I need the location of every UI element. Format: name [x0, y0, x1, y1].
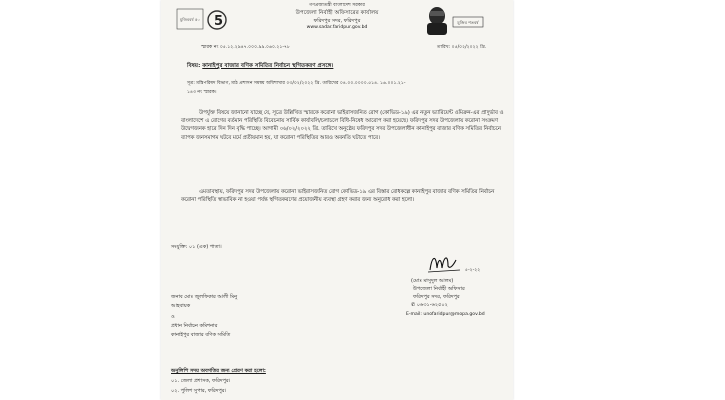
body-paragraph-1: উপর্যুক্ত বিষয়ে জানানো যাচ্ছে যে, সূত্রে উল্লিখিত স্মারকে করোনা ভাইরাসজনিত রোগ (কোভিড-১৯) এর নতুন ভ্যারিয়েন্ট ওমিক্রন-এর প্রাদুর্ভাব ও বাংলাদেশে এ রোগের বর্তমান পরিস্থিতি বিবেচনায় সার্বিক কার্যাবলি/চলাচলে বিধি-নিষেধ আরোপ করা হয়েছে। ফরিদপুর সদর উপজেলায় করোনা সংক্রমণ উদ্বেগজনক হারে দিন দিন বৃদ্ধি পাচ্ছে। আগামী ০৬/০২/২০২২ খ্রি. তারিখে অনুষ্ঠেয় ফরিদপুর সদর উপজেলাধীন কানাইপুর বাজার বণিক সমিতির নির্বাচনে ব্যাপক জনসমাগম ঘটবে মর্মে প্রতীয়মান হয়, যা করোনা পরিস্থিতির আরও অবনতি ঘটাতে পারে।: [181, 110, 504, 141]
recipient-line-2: আহবায়ক: [171, 303, 191, 309]
memo-ref: স্মারক নং ০৫.১২.২৯৪৭.০০০.৯৯.০৬০.২১-৭৮: [201, 45, 290, 50]
recipient-line-3: ও: [171, 314, 175, 320]
subject-label: বিষয়:: [187, 63, 201, 69]
signatory-name: (মোঃ মাসুদুল আলম): [411, 278, 454, 284]
copy-item-2: ০২. পুলিশ সুপার, ফরিদপুর।: [171, 388, 227, 394]
handwritten-signature: [426, 250, 466, 276]
recipient-line-4: প্রধান নির্বাচন কমিশনার: [171, 323, 218, 329]
reference-text-2: ১৪৩ নং স্মারক।: [187, 90, 217, 95]
document-page: [161, 0, 513, 400]
portrait-text: মুজিব শতবর্ষ: [457, 20, 479, 25]
header-place: ফরিদপুর সদর, ফরিদপুর: [313, 18, 361, 24]
subject-text: কানাইপুর বাজার বণিক সমিতির নির্বাচন স্থগিতকরণ প্রসঙ্গে।: [202, 63, 334, 69]
header-gov: গণপ্রজাতন্ত্রী বাংলাদেশ সরকার: [309, 3, 365, 8]
recipient-line-1: জনাব মোঃ জুলফিকার আলী মিনু: [171, 294, 238, 300]
header-office: উপজেলা নির্বাহী অফিসারের কার্যালয়: [295, 10, 379, 16]
logo-text: মুজিববর্ষ ৫০: [179, 17, 201, 22]
subject-line: [187, 63, 333, 70]
copies-title: অনুলিপি সদয় অবগতির জন্য প্রেরণ করা হলো:: [171, 368, 266, 374]
mujib-portrait-logo: [419, 3, 489, 37]
header-web[interactable]: www.sadar.faridpur.gov.bd: [306, 25, 368, 30]
signature-date: ৫-২-২২: [465, 268, 481, 273]
signatory-place: ফরিদপুর সদর, ফরিদপুর: [413, 294, 460, 300]
recipient-line-5: কানাইপুর বাজার বণিক সমিতি: [171, 332, 231, 338]
phone-icon: ✆: [411, 302, 417, 308]
memo-date: তারিখ: ০৫/০২/২০২২ খ্রি.: [437, 45, 487, 50]
signatory-designation: উপজেলা নির্বাহী অফিসার: [413, 286, 465, 292]
signatory-phone: ✆ ০৬৩১-৬২৫০২: [411, 302, 448, 308]
body-paragraph-2: এমতাবস্থায়, ফরিদপুর সদর উপজেলায় করোনা ভাইরাসজনিত রোগ কোভিড-১৯ এর বিস্তার রোধকল্পে কানাইপুর বাজার বণিক সমিতির নির্বাচন করোনা পরিস্থিতি স্বাভাবিক না হওয়া পর্যন্ত স্থগিতকরণের প্রয়োজনীয় ব্যবস্থা গ্রহণ করার জন্য অনুরোধ করা হলো।: [181, 189, 495, 204]
copy-item-1: ০১. জেলা প্রশাসক, ফরিদপুর।: [171, 378, 231, 384]
signatory-email[interactable]: E-mail: unofaridpur@mopa.gov.bd: [406, 312, 485, 317]
enclosure: সংযুক্তি: ০১ (এক) পাতা।: [171, 244, 222, 250]
svg-text:5: 5: [214, 14, 224, 29]
reference-text: সূত্র: মন্ত্রিপরিষদ বিভাগ, মাঠ প্রশাসন সমন্বয় অধিশাখার ০৩/০২/২০২২ খ্রি. তারিখের ০৪.০০.০০০০.৫১৪. ১৬.০০১.২১-: [187, 81, 406, 86]
